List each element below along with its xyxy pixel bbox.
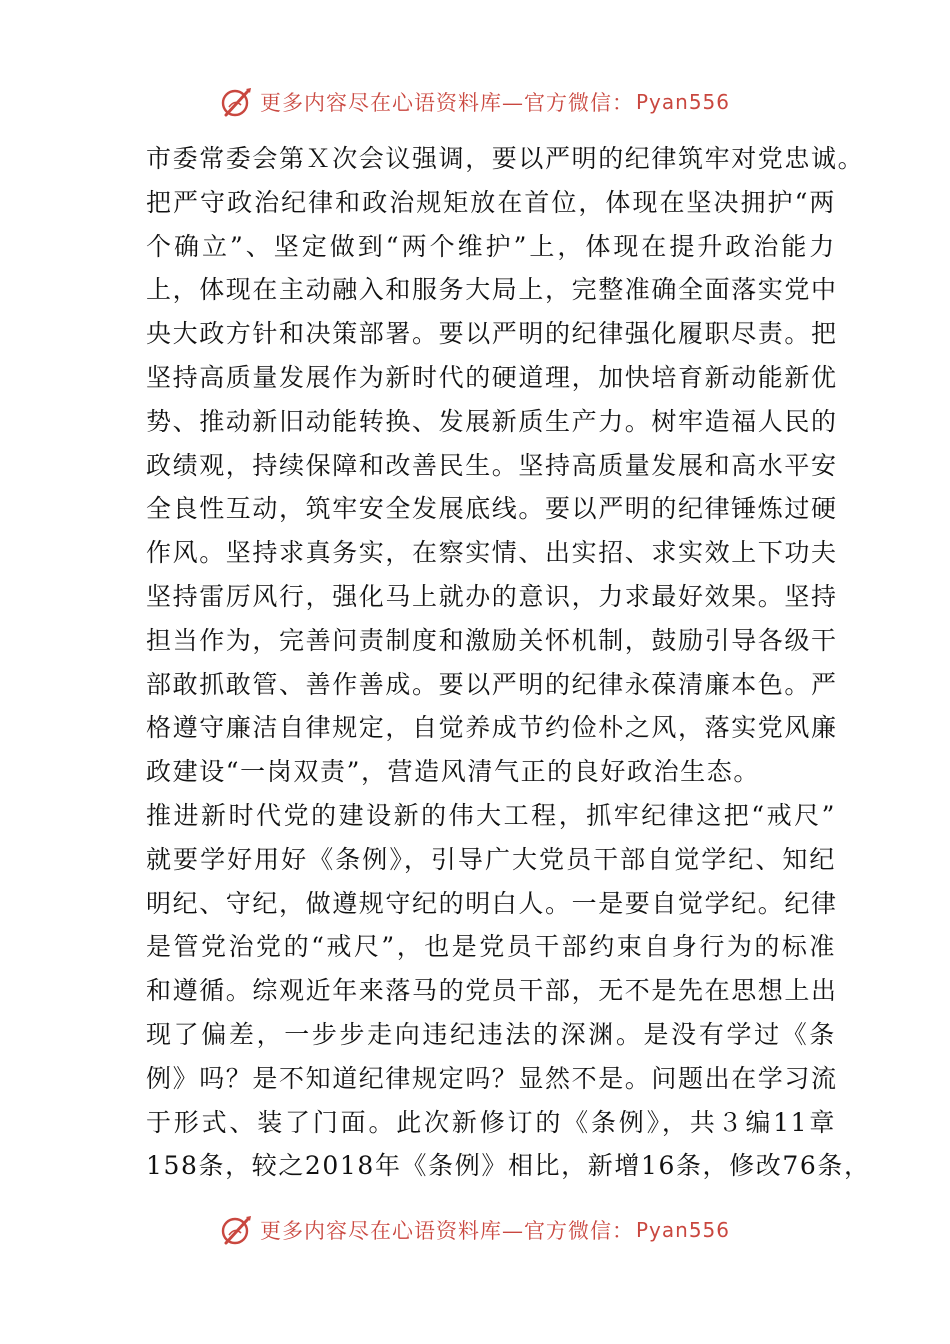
wechat-id: Pyan556 (635, 90, 730, 114)
text-line: 担当作为，完善问责制度和激励关怀机制，鼓励引导各级干 (146, 625, 838, 655)
text-line: 推进新时代党的建设新的伟大工程，抓牢纪律这把“戒尺” (146, 800, 836, 830)
text-line: 坚持雷厉风行，强化马上就办的意识，力求最好效果。坚持 (146, 581, 838, 611)
text-line: 部敢抓敢管、善作善成。要以严明的纪律永葆清廉本色。严 (146, 669, 838, 699)
text-line: 个确立”、坚定做到“两个维护”上，体现在提升政治能力 (146, 231, 836, 261)
paragraph-end-line: 政建设“一岗双责”，营造风清气正的良好政治生态。 (146, 757, 760, 787)
header-banner (0, 82, 950, 122)
banner-text: 更多内容尽在心语资料库—官方微信： (259, 91, 634, 115)
footer-banner (0, 1210, 950, 1250)
text-line: 上，体现在主动融入和服务大局上，完整准确全面落实党中 (146, 275, 838, 305)
text-line: 格遵守廉洁自律规定，自觉养成节约俭朴之风，落实党风廉 (146, 713, 838, 743)
text-line: 是管党治党的“戒尺”，也是党员干部约束自身行为的标准 (146, 932, 836, 962)
text-line: 于形式、装了门面。此次新修订的《条例》，共３编11章 (146, 1107, 836, 1137)
text-line: 政绩观，持续保障和改善民生。坚持高质量发展和高水平安 (146, 450, 838, 480)
text-line: 例》吗？是不知道纪律规定吗？显然不是。问题出在学习流 (146, 1063, 838, 1093)
document-body (146, 137, 871, 1188)
text-line: 和遵循。综观近年来落马的党员干部，无不是先在思想上出 (146, 976, 838, 1006)
banner-text: 更多内容尽在心语资料库—官方微信： (259, 1219, 634, 1243)
text-line: 作风。坚持求真务实，在察实情、出实招、求实效上下功夫 (146, 538, 838, 568)
text-line: 坚持高质量发展作为新时代的硬道理，加快培育新动能新优 (146, 362, 838, 392)
pen-logo-icon (220, 1213, 254, 1247)
text-line: 明纪、守纪，做遵规守纪的明白人。一是要自觉学纪。纪律 (146, 888, 838, 918)
text-line: 央大政方针和决策部署。要以严明的纪律强化履职尽责。把 (146, 319, 838, 349)
text-line: 全良性互动，筑牢安全发展底线。要以严明的纪律锤炼过硬 (146, 494, 838, 524)
text-line: 就要学好用好《条例》，引导广大党员干部自觉学纪、知纪 (146, 844, 836, 874)
text-line: 现了偏差，一步步走向违纪违法的深渊。是没有学过《条 (146, 1019, 836, 1049)
text-line: 158条，较之2018年《条例》相比，新增16条，修改76条， (146, 1151, 871, 1181)
text-line: 势、推动新旧动能转换、发展新质生产力。树牢造福人民的 (146, 406, 838, 436)
wechat-id: Pyan556 (635, 1218, 730, 1242)
pen-logo-icon (220, 85, 254, 119)
text-line: 市委常委会第Ｘ次会议强调，要以严明的纪律筑牢对党忠诚。 (146, 144, 865, 173)
text-line: 把严守政治纪律和政治规矩放在首位，体现在坚决拥护“两 (146, 187, 836, 217)
